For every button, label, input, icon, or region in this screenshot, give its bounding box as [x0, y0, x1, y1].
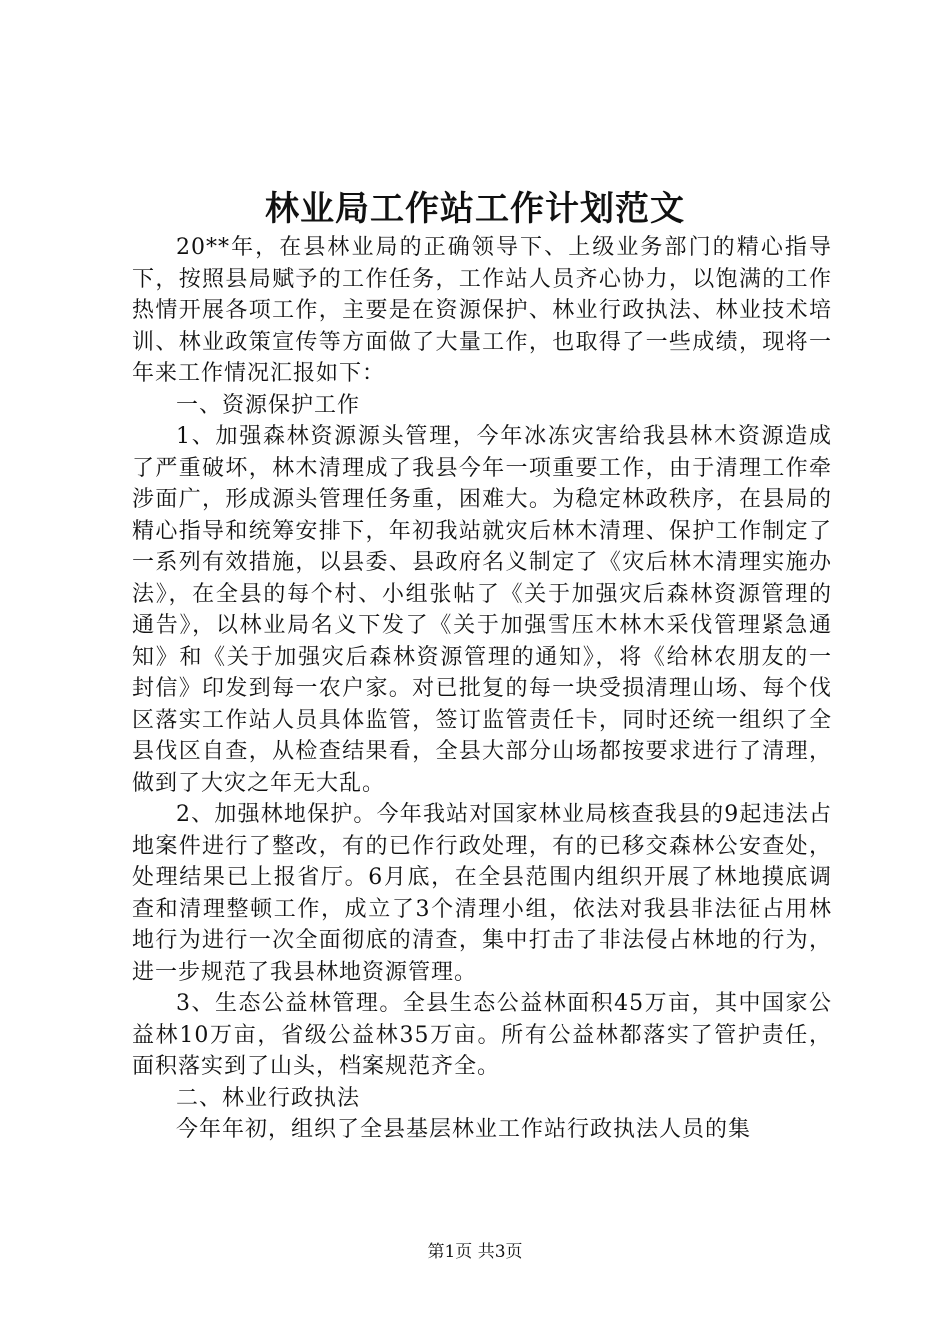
page-number-footer: 第1页 共3页 [427, 1242, 523, 1262]
section-heading-law-enforcement: 二、林业行政执法 [176, 1085, 361, 1111]
paragraph-ecological-forest: 3、生态公益林管理。全县生态公益林面积45万亩，其中国家公益林10万亩，省级公益林35万亩。所有公益林都落实了管护责任，面积落实到了山头，档案规范齐全。 [132, 991, 832, 1079]
section-heading-resource-protection: 一、资源保护工作 [176, 392, 361, 418]
paragraph-forest-land-protection: 2、加强林地保护。今年我站对国家林业局核查我县的9起违法占地案件进行了整改，有的已作行政处理，有的已移交森林公安查处，处理结果已上报省厅。6月底，在全县范围内组织开展了林地摸底调查和清理整顿工作，成立了3个清理小组，依法对我县非法征占用林地行为进行一次全面彻底的清查，集中打击了非法侵占林地的行为，进一步规范了我县林地资源管理。 [132, 802, 832, 985]
document-title: 林业局工作站工作计划范文 [265, 189, 685, 229]
paragraph-law-enforcement: 今年年初，组织了全县基层林业工作站行政执法人员的集 [176, 1117, 752, 1142]
document-body [132, 232, 832, 1146]
paragraph-forest-resource-management: 1、加强森林资源源头管理，今年冰冻灾害给我县林木资源造成了严重破坏，林木清理成了我县今年一项重要工作，由于清理工作牵涉面广，形成源头管理任务重，困难大。为稳定林政秩序，在县局的精心指导和统筹安排下，年初我站就灾后林木清理、保护工作制定了一系列有效措施，以县委、县政府名义制定了《灾后林木清理实施办法》，在全县的每个村、小组张帖了《关于加强灾后森林资源管理的通告》，以林业局名义下发了《关于加强雪压木林木采伐管理紧急通知》和《关于加强灾后森林资源管理的通知》，将《给林农朋友的一封信》印发到每一农户家。对已批复的每一块受损清理山场、每个伐区落实工作站人员具体监管，签订监管责任卡，同时还统一组织了全县伐区自查，从检查结果看，全县大部分山场都按要求进行了清理，做到了大灾之年无大乱。 [132, 424, 832, 796]
paragraph-intro: 20**年，在县林业局的正确领导下、上级业务部门的精心指导下，按照县局赋予的工作任务，工作站人员齐心协力，以饱满的工作热情开展各项工作，主要是在资源保护、林业行政执法、林业技术培训、林业政策宣传等方面做了大量工作，也取得了一些成绩，现将一年来工作情况汇报如下： [132, 235, 832, 386]
